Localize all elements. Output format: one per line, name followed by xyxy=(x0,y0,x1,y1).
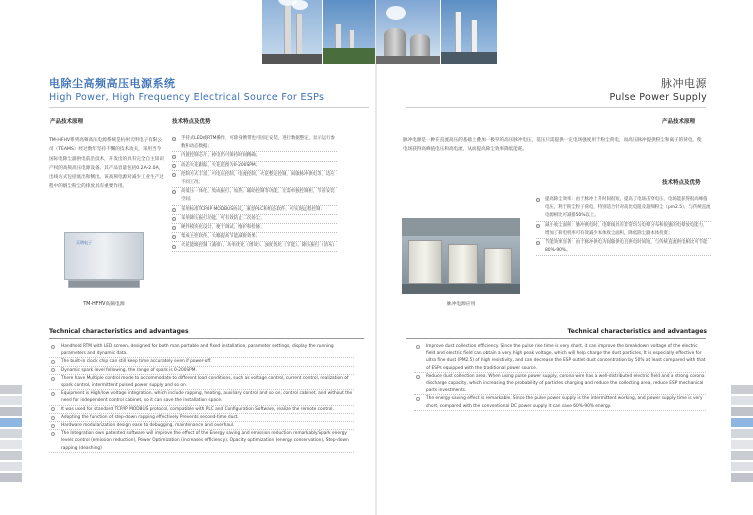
list-item: 火花能级控制（减排）、功率优化（增效）、浊度优化（节能）、降压振打（清灰） xyxy=(172,242,337,251)
list-item: The Integration own patented software will improve the effect of the Energy saving and emission reduction remarkably.Spark energy levels control (emission reduction), Power Optimization (increases efficiency), Opacity optimization (energy conservation), Step-down rapping (deashing) xyxy=(49,430,354,453)
right-photo-caption: 脉冲电源应用 xyxy=(446,302,476,307)
pulse-power-field-photo xyxy=(402,218,520,294)
list-item: 动态火花跟踪，火花范围为0-200SPM； xyxy=(172,162,337,171)
list-item: 采用降压振打功能，可有效防止二次扬尘； xyxy=(172,215,337,224)
right-title-cn: 脉冲电源 xyxy=(661,77,707,90)
list-item: 采用标准TCP/IP MODBUS协议，兼容PLC和组态软件，可实现远程控制； xyxy=(172,206,337,215)
list-item: Improve dust collection efficiency. Since the pulse rise time is very short, it can improve the breakdown voltage of the electric field and electric field can obtain a very high peak voltage, which will help charge the dust particles, It is especially effective for ultra fine dust (PM2.5) of high resistivity, and can decrease the ESP outlet dust concentration by 50% at least compared with that of ESPs equipped with the traditional power source. xyxy=(414,343,706,373)
list-item: It was used for standard TCP/IP MODBUS protocol, compatible with PLC and Configuration Software, realize the remote control. xyxy=(49,406,354,414)
hfhv-device-image xyxy=(60,232,150,292)
left-en-list xyxy=(49,343,354,453)
left-en-heading: Technical characteristics and advantages xyxy=(49,328,189,335)
left-page xyxy=(0,0,376,515)
right-intro-text: 脉冲电源是一种在直流高压的基础上叠加一极窄的高压脉冲电压，基压只需提供一定电场强度用于粉尘荷电，而高压脉冲提供粉尘和离子的荷电，使电场获得高峰值电压和高电流，从而提高除尘效率降低能耗。 xyxy=(403,138,702,153)
left-title-rule xyxy=(49,107,369,108)
list-item: Handheld RTM with LED screen, designed for both man portable and fixed installation, parameter settings, display the running parameters and dynamic data. xyxy=(49,343,354,358)
list-item: Adopting the function of step-down rapping effectively Prevents second-time dust. xyxy=(49,414,354,422)
right-en-heading-rule xyxy=(406,338,706,339)
list-item: Equipment is High/low voltage integration, which include rapping, heating, auxiliary control and so on, control cabinet, and without the need for independent control cabinet, so it can save the installation space. xyxy=(49,390,354,405)
list-item: 控制方式丰富，可电压控制，电流控制，火花整定控制，间歇脉冲供电等，适应不同工况； xyxy=(172,171,337,188)
left-en-heading-rule xyxy=(49,338,364,339)
right-feature-list xyxy=(536,196,711,256)
list-item: The built-in clock chip can still keep time accurately even if power-off. xyxy=(49,358,354,366)
list-item: 高低压一体化，集成振打、加热、辅助控制等功能，无需单独控制柜，节省安装空间； xyxy=(172,188,337,205)
list-item: 节能效果显著：由于脉冲供电为间歇供电且供电时间短，与传统直流供电相比可节能80%-90%。 xyxy=(536,239,711,256)
right-title-en: Pulse Power Supply xyxy=(609,92,707,103)
left-intro-text: TM-HFHV系列高频高压电源系统是杭州天明电子有限公司（TEAMS）经过数年坚持不懈的技术攻关，采用当今国际电除尘器供电前沿技术，开发出的具有完全自主知识产权的高频高压电源设备。其产品容量包括0.2A-2.0A，出线方式包括底出和侧出。该高频电源对减少工业生产过程中的烟尘粉尘的排放具有重要作用。 xyxy=(49,138,164,190)
list-item: Dynamic spark level following, the range of spark is 0-200SPM. xyxy=(49,367,354,375)
right-title-rule xyxy=(406,107,706,108)
right-sub-features: 技术特点及优势 xyxy=(662,180,701,186)
list-item: There have Multiple control mode to accommodate to different load conditions, such as voltage control, current control, realization of spark control, intermittent pulsed power supply and so on. xyxy=(49,375,354,390)
right-en-heading: Technical characteristics and advantages xyxy=(567,328,707,335)
left-sub-product: 产品技术原理 xyxy=(50,119,84,125)
header-photo-chimneys xyxy=(441,0,497,64)
left-device-caption: TM-HFHV高频电源 xyxy=(83,302,125,307)
right-en-list xyxy=(414,343,706,411)
header-photo-industrial xyxy=(323,0,376,64)
right-edge-color-bars xyxy=(731,385,753,484)
right-sub-product: 产品技术原理 xyxy=(662,119,696,125)
list-item: 内置控制芯片，掉电仍可保持时间精确； xyxy=(172,152,337,161)
list-item: 集成主控软件，大幅提高节能减排效果； xyxy=(172,233,337,242)
device-brand-label: 天明电子 xyxy=(76,240,92,245)
right-page xyxy=(376,0,753,515)
left-edge-color-bars xyxy=(0,385,22,484)
list-item: 硬件模块化设计，便于调试、维护和检修； xyxy=(172,224,337,233)
list-item: Reduce dust collection area. When using pulse power supply, corona wire has a well-distributed electric field and a strong corona discharge capacity, which increasing the probability of particles charging and reduce the collecting area, reduce ESP mechanical parts investments. xyxy=(414,373,706,396)
header-photo-cooling-tower xyxy=(376,0,440,64)
left-feature-list xyxy=(172,135,337,252)
left-title-en: High Power, High Frequency Electrical Source For ESPs xyxy=(49,92,325,103)
list-item: 提高除尘效率：由于脉冲上升时间很短，提高了电场击穿电压，电场能获得很高峰值电压，利于粉尘粒子荷电，特别适合针对高比电阻及超细粉尘（pm2.5），与传统直流电源相比可减排50%以上。 xyxy=(536,196,711,222)
list-item: The energy-saving effect is remarkable. Since the pulse power supply is the intermittent working, and power supply time is very short, compared with the conventional DC power supply it can save 60%-90% energy. xyxy=(414,395,706,410)
header-photo-power-plant xyxy=(262,0,322,64)
list-item: 减小收尘面积：脉冲供电时，电晕线具有非常均匀电晕分布和很强的电晕放电能力，增加了荷电机率可有效减少本体收尘面积，降低除尘器本体投资； xyxy=(536,222,711,239)
list-item: 手持式LED或RTM操作，可除身携带也可固定安装，进行数据整定，显示运行参数和动态数据； xyxy=(172,135,337,152)
list-item: Hardware modularization design ease to debugging, maintenance and overhaul. xyxy=(49,422,354,430)
left-title-cn: 电除尘高频高压电源系统 xyxy=(49,77,176,90)
left-sub-features: 技术特点及优势 xyxy=(172,119,211,125)
